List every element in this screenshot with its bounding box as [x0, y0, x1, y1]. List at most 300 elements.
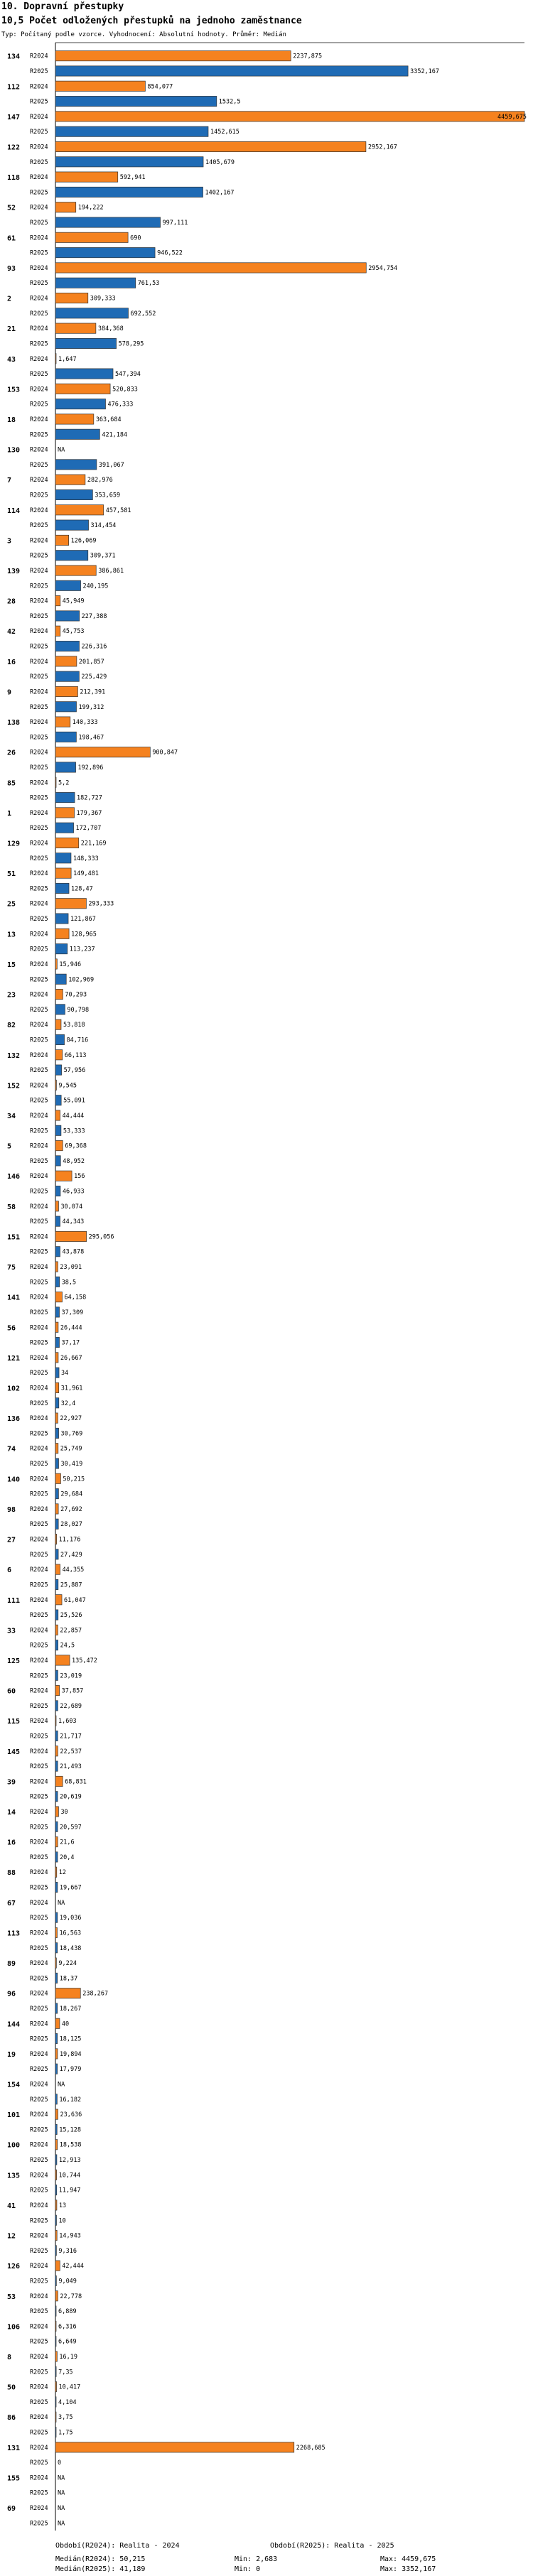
- category-label: 101: [7, 2111, 21, 2120]
- data-label-r2025: 17,979: [59, 2066, 82, 2074]
- category-label: 69: [7, 2505, 16, 2513]
- series-label-r2025: R2025: [30, 158, 48, 166]
- series-label-r2024: R2024: [30, 1839, 48, 1846]
- bar-r2024: [55, 232, 128, 242]
- category-label: 67: [7, 1899, 16, 1907]
- bar-r2024: [55, 1292, 62, 1302]
- series-label-r2025: R2025: [30, 1279, 48, 1287]
- bar-r2024: [55, 1080, 56, 1090]
- data-label-r2024: NA: [58, 446, 65, 454]
- category-label: 33: [7, 1627, 16, 1635]
- bar-r2024: [55, 1201, 58, 1211]
- bar-r2024: [55, 81, 145, 91]
- data-label-r2024: 9,224: [58, 1960, 77, 1968]
- series-label-r2025: R2025: [30, 2157, 48, 2165]
- category-label: 146: [7, 1173, 21, 1181]
- data-label-r2024: 30,074: [60, 1203, 83, 1211]
- bar-r2025: [55, 914, 68, 924]
- series-label-r2025: R2025: [30, 1702, 48, 1710]
- series-label-r2025: R2025: [30, 1370, 48, 1378]
- bar-r2024: [55, 384, 110, 394]
- category-label: 111: [7, 1596, 21, 1605]
- data-label-r2025: 27,429: [60, 1551, 82, 1559]
- category-label: 53: [7, 2293, 16, 2301]
- bar-r2024: [55, 2049, 58, 2059]
- series-label-r2025: R2025: [30, 280, 48, 288]
- series-label-r2025: R2025: [30, 2187, 48, 2195]
- category-label: 130: [7, 446, 21, 455]
- series-label-r2025: R2025: [30, 492, 48, 499]
- data-label-r2025: 6,889: [58, 2308, 77, 2316]
- data-label-r2025: 227,388: [81, 612, 107, 620]
- data-label-r2025: 1,75: [58, 2429, 73, 2437]
- bar-r2024: [55, 1595, 62, 1605]
- series-label-r2025: R2025: [30, 371, 48, 379]
- bar-r2025: [55, 1428, 59, 1438]
- series-label-r2024: R2024: [30, 204, 48, 212]
- bar-r2024: [55, 1473, 60, 1483]
- data-label-r2025: 421,184: [102, 431, 128, 439]
- category-label: 26: [7, 749, 16, 757]
- bar-r2024: [55, 1685, 60, 1695]
- data-label-r2024: 21,6: [60, 1839, 75, 1846]
- data-label-r2024: 4459,675: [497, 113, 527, 121]
- series-label-r2024: R2024: [30, 2293, 48, 2300]
- category-label: 145: [7, 1748, 21, 1756]
- data-label-r2025: 1532,5: [218, 98, 241, 106]
- data-label-r2024: 23,091: [60, 1264, 82, 1272]
- data-label-r2024: 42,444: [62, 2263, 85, 2271]
- series-label-r2024: R2024: [30, 779, 48, 787]
- series-label-r2024: R2024: [30, 1505, 48, 1513]
- category-label: 19: [7, 2050, 16, 2059]
- series-label-r2025: R2025: [30, 1339, 48, 1347]
- bar-r2024: [55, 626, 60, 636]
- data-label-r2025: 128,47: [71, 885, 93, 893]
- series-label-r2024: R2024: [30, 719, 48, 727]
- series-label-r2024: R2024: [30, 2202, 48, 2209]
- data-label-r2024: 27,692: [60, 1505, 82, 1513]
- bar-r2025: [55, 2337, 56, 2347]
- data-label-r2025: 172,707: [75, 825, 102, 833]
- bar-r2024: [55, 2412, 56, 2422]
- bar-r2025: [55, 1792, 58, 1802]
- series-label-r2025: R2025: [30, 249, 48, 257]
- category-label: 28: [7, 597, 16, 606]
- data-label-r2025: 9,049: [58, 2278, 77, 2285]
- data-label-r2024: 16,563: [59, 1930, 82, 1937]
- category-label: 39: [7, 1778, 16, 1787]
- category-label: 134: [7, 53, 21, 61]
- series-label-r2025: R2025: [30, 2066, 48, 2074]
- bar-r2025: [55, 2427, 56, 2437]
- series-label-r2024: R2024: [30, 2050, 48, 2058]
- bar-r2024: [55, 1625, 58, 1635]
- series-label-r2025: R2025: [30, 2217, 48, 2225]
- bar-r2025: [55, 1943, 58, 1953]
- bar-r2025: [55, 126, 208, 136]
- series-label-r2025: R2025: [30, 2247, 48, 2255]
- category-label: 51: [7, 870, 16, 879]
- series-label-r2025: R2025: [30, 2459, 48, 2467]
- bar-r2025: [55, 1610, 58, 1620]
- category-label: 155: [7, 2474, 21, 2483]
- bar-r2024: [55, 2170, 57, 2180]
- bar-r2024: [55, 1110, 60, 1120]
- series-label-r2024: R2024: [30, 2141, 48, 2149]
- bar-r2024: [55, 2381, 57, 2391]
- series-label-r2024: R2024: [30, 2111, 48, 2119]
- series-label-r2024: R2024: [30, 477, 48, 485]
- series-label-r2024: R2024: [30, 1022, 48, 1029]
- data-label-r2024: 18,538: [59, 2141, 82, 2149]
- data-label-r2025: 20,597: [60, 1824, 82, 1831]
- data-label-r2024: 23,636: [60, 2111, 82, 2119]
- series-label-r2024: R2024: [30, 809, 48, 817]
- data-label-r2025: 1452,615: [210, 129, 239, 136]
- data-label-r2025: 240,195: [82, 583, 109, 590]
- data-label-r2025: 25,526: [60, 1612, 82, 1620]
- data-label-r2025: 20,619: [60, 1793, 82, 1801]
- legend-min-2025: Min: 0: [235, 2565, 261, 2573]
- data-label-r2025: 547,394: [115, 371, 141, 379]
- series-label-r2024: R2024: [30, 1203, 48, 1211]
- bar-r2025: [55, 2003, 58, 2013]
- series-label-r2024: R2024: [30, 2232, 48, 2240]
- bar-r2025: [55, 1095, 61, 1105]
- category-label: 131: [7, 2444, 21, 2452]
- bar-r2025: [55, 2246, 56, 2256]
- data-label-r2024: 386,861: [98, 568, 124, 575]
- bar-r2024: [55, 2352, 57, 2361]
- series-label-r2025: R2025: [30, 1006, 48, 1014]
- bar-r2025: [55, 520, 89, 530]
- data-label-r2024: NA: [58, 2081, 65, 2089]
- series-label-r2025: R2025: [30, 1884, 48, 1892]
- data-label-r2024: 45,753: [62, 628, 85, 636]
- series-label-r2024: R2024: [30, 53, 48, 60]
- bar-r2025: [55, 338, 117, 348]
- series-label-r2024: R2024: [30, 113, 48, 121]
- category-label: 6: [7, 1566, 12, 1575]
- data-label-r2025: 1405,679: [205, 158, 235, 166]
- category-label: 52: [7, 204, 16, 212]
- bar-r2024: [55, 1050, 63, 1060]
- series-label-r2024: R2024: [30, 416, 48, 423]
- series-label-r2025: R2025: [30, 583, 48, 590]
- bar-r2024: [55, 2442, 294, 2452]
- data-label-r2025: 192,896: [77, 764, 104, 772]
- series-label-r2024: R2024: [30, 2414, 48, 2422]
- bar-r2025: [55, 2155, 57, 2165]
- data-label-r2025: 53,333: [63, 1127, 85, 1135]
- series-label-r2024: R2024: [30, 537, 48, 545]
- data-label-r2025: 353,659: [95, 492, 121, 499]
- category-label: 153: [7, 386, 21, 394]
- series-label-r2024: R2024: [30, 1596, 48, 1604]
- bar-r2024: [55, 505, 104, 515]
- data-label-r2024: 12: [58, 1869, 67, 1877]
- data-label-r2024: 22,927: [60, 1415, 82, 1423]
- series-label-r2024: R2024: [30, 2172, 48, 2180]
- bar-r2025: [55, 762, 76, 772]
- data-label-r2024: 363,684: [95, 416, 122, 423]
- data-label-r2024: 14,943: [59, 2232, 81, 2240]
- bar-r2025: [55, 308, 128, 318]
- bar-r2025: [55, 1579, 58, 1589]
- data-label-r2024: 44,444: [62, 1112, 85, 1120]
- data-label-r2025: 90,798: [67, 1006, 90, 1014]
- data-label-r2025: 148,333: [72, 855, 99, 862]
- series-label-r2025: R2025: [30, 2278, 48, 2285]
- bar-r2024: [55, 1019, 61, 1029]
- bar-r2025: [55, 1307, 60, 1317]
- series-label-r2024: R2024: [30, 568, 48, 575]
- bar-r2024: [55, 2291, 58, 2301]
- legend-min-2024: Min: 2,683: [235, 2555, 278, 2563]
- category-label: 144: [7, 2020, 21, 2029]
- bar-r2025: [55, 1640, 58, 1650]
- series-label-r2025: R2025: [30, 794, 48, 802]
- series-label-r2024: R2024: [30, 1869, 48, 1877]
- series-label-r2025: R2025: [30, 552, 48, 560]
- series-label-r2025: R2025: [30, 2126, 48, 2134]
- bar-r2024: [55, 1504, 58, 1514]
- bar-r2025: [55, 1368, 59, 1378]
- data-label-r2025: 314,454: [90, 522, 117, 530]
- series-label-r2024: R2024: [30, 960, 48, 968]
- series-label-r2025: R2025: [30, 1915, 48, 1922]
- bar-r2024: [55, 1322, 58, 1332]
- series-label-r2025: R2025: [30, 1642, 48, 1650]
- series-label-r2024: R2024: [30, 2323, 48, 2331]
- series-label-r2025: R2025: [30, 1248, 48, 1256]
- data-label-r2025: 18,37: [59, 1975, 78, 1983]
- data-label-r2024: 40: [61, 2020, 70, 2028]
- data-label-r2025: 38,5: [61, 1279, 77, 1287]
- data-label-r2024: 309,333: [90, 295, 116, 303]
- category-label: 12: [7, 2232, 16, 2241]
- series-label-r2024: R2024: [30, 1294, 48, 1301]
- series-label-r2024: R2024: [30, 355, 48, 363]
- bar-r2025: [55, 66, 408, 76]
- bar-r2024: [55, 2200, 57, 2210]
- bar-r2025: [55, 1277, 60, 1287]
- series-label-r2024: R2024: [30, 1173, 48, 1181]
- series-label-r2024: R2024: [30, 1324, 48, 1332]
- bar-r2024: [55, 1564, 60, 1574]
- series-label-r2024: R2024: [30, 840, 48, 848]
- category-label: 5: [7, 1142, 12, 1151]
- data-label-r2024: 128,965: [71, 931, 97, 938]
- bar-r2025: [55, 1398, 59, 1408]
- category-label: 112: [7, 83, 21, 92]
- series-label-r2024: R2024: [30, 1536, 48, 1544]
- bar-r2024: [55, 868, 71, 878]
- data-label-r2024: 520,833: [112, 386, 138, 394]
- series-label-r2024: R2024: [30, 234, 48, 242]
- data-label-r2025: 6,649: [58, 2338, 77, 2346]
- category-label: 9: [7, 688, 12, 697]
- data-label-r2025: 10: [58, 2217, 66, 2225]
- series-label-r2025: R2025: [30, 1824, 48, 1831]
- series-label-r2025: R2025: [30, 1521, 48, 1529]
- series-label-r2024: R2024: [30, 1354, 48, 1362]
- bar-r2025: [55, 399, 105, 409]
- data-label-r2024: 70,293: [65, 991, 87, 999]
- series-label-r2025: R2025: [30, 1551, 48, 1559]
- data-label-r2025: 19,036: [59, 1915, 82, 1922]
- bar-r2024: [55, 535, 69, 545]
- bar-r2024: [55, 1262, 58, 1272]
- data-label-r2025: 55,091: [63, 1097, 85, 1105]
- data-label-r2024: 10,744: [58, 2172, 81, 2180]
- data-label-r2025: 30,769: [60, 1430, 83, 1438]
- data-label-r2024: 10,417: [58, 2383, 81, 2391]
- data-label-r2024: 854,077: [147, 83, 173, 91]
- category-label: 102: [7, 1385, 21, 1393]
- data-label-r2024: 19,894: [59, 2050, 82, 2058]
- data-label-r2024: 282,976: [87, 477, 113, 485]
- data-label-r2024: 13: [58, 2202, 67, 2209]
- series-label-r2024: R2024: [30, 597, 48, 605]
- category-label: 100: [7, 2141, 21, 2150]
- bar-r2024: [55, 202, 76, 212]
- series-label-r2025: R2025: [30, 976, 48, 984]
- bar-r2024: [55, 1807, 58, 1817]
- bar-r2025: [55, 2366, 56, 2376]
- data-label-r2024: 179,367: [76, 809, 102, 817]
- series-label-r2024: R2024: [30, 2081, 48, 2089]
- series-label-r2024: R2024: [30, 144, 48, 151]
- series-label-r2024: R2024: [30, 507, 48, 514]
- series-label-r2024: R2024: [30, 1748, 48, 1755]
- bar-r2024: [55, 172, 118, 182]
- category-label: 113: [7, 1930, 21, 1938]
- bar-r2024: [55, 1171, 72, 1181]
- category-label: 25: [7, 900, 16, 909]
- category-label: 16: [7, 1839, 16, 1847]
- category-label: 140: [7, 1476, 21, 1484]
- category-label: 118: [7, 174, 21, 183]
- bar-r2025: [55, 974, 66, 984]
- series-label-r2024: R2024: [30, 688, 48, 696]
- data-label-r2024: 53,818: [63, 1022, 85, 1029]
- data-label-r2024: 68,831: [65, 1778, 87, 1786]
- bar-r2025: [55, 580, 81, 590]
- data-label-r2024: 22,537: [60, 1748, 82, 1755]
- data-label-r2024: NA: [58, 2505, 65, 2513]
- data-label-r2024: 30: [60, 1809, 68, 1817]
- series-label-r2024: R2024: [30, 1264, 48, 1272]
- bar-r2024: [55, 1958, 56, 1968]
- series-label-r2025: R2025: [30, 401, 48, 408]
- series-label-r2025: R2025: [30, 340, 48, 348]
- legend-median-2024: Medián(R2024): 50,215: [55, 2555, 146, 2563]
- bar-r2024: [55, 717, 70, 727]
- series-label-r2025: R2025: [30, 2398, 48, 2406]
- series-label-r2025: R2025: [30, 2489, 48, 2497]
- category-label: 129: [7, 840, 21, 848]
- data-label-r2024: 238,267: [82, 1990, 109, 1998]
- category-label: 88: [7, 1869, 16, 1878]
- data-label-r2024: 16,19: [59, 2353, 77, 2361]
- data-label-r2025: 23,019: [60, 1672, 82, 1680]
- data-label-r2025: 48,952: [63, 1157, 85, 1165]
- series-label-r2024: R2024: [30, 386, 48, 394]
- category-label: 61: [7, 234, 16, 243]
- series-label-r2025: R2025: [30, 1763, 48, 1771]
- series-label-r2025: R2025: [30, 1490, 48, 1498]
- category-label: 1: [7, 809, 12, 818]
- series-label-r2024: R2024: [30, 1385, 48, 1392]
- data-label-r2024: 6,316: [58, 2323, 77, 2331]
- bar-r2025: [55, 671, 79, 681]
- category-label: 136: [7, 1415, 21, 1424]
- series-label-r2025: R2025: [30, 885, 48, 893]
- series-label-r2024: R2024: [30, 1930, 48, 1937]
- bar-r2025: [55, 1156, 60, 1166]
- data-label-r2025: 37,17: [61, 1339, 80, 1347]
- series-label-r2025: R2025: [30, 1218, 48, 1226]
- bar-r2025: [55, 1459, 59, 1468]
- series-label-r2024: R2024: [30, 1778, 48, 1786]
- bar-r2024: [55, 263, 366, 273]
- data-label-r2025: 11,947: [58, 2187, 81, 2195]
- bar-r2025: [55, 1852, 58, 1862]
- series-label-r2024: R2024: [30, 1809, 48, 1817]
- bar-r2024: [55, 838, 79, 848]
- bar-r2024: [55, 141, 366, 151]
- series-label-r2025: R2025: [30, 522, 48, 530]
- bar-r2025: [55, 853, 71, 863]
- category-label: 138: [7, 719, 21, 727]
- data-label-r2025: 20,4: [60, 1853, 75, 1861]
- data-label-r2024: 50,215: [63, 1476, 85, 1483]
- category-label: 13: [7, 931, 16, 939]
- series-label-r2025: R2025: [30, 1097, 48, 1105]
- data-label-r2025: 199,312: [78, 703, 104, 711]
- data-label-r2024: NA: [58, 2474, 65, 2482]
- category-label: 115: [7, 1718, 21, 1726]
- data-label-r2024: 156: [74, 1173, 85, 1181]
- series-label-r2025: R2025: [30, 764, 48, 772]
- data-label-r2025: 9,316: [58, 2247, 77, 2255]
- category-label: 96: [7, 1990, 16, 1998]
- category-label: 75: [7, 1264, 16, 1272]
- series-label-r2025: R2025: [30, 1067, 48, 1075]
- chart-info: Typ: Počítaný podle vzorce. Vyhodnocení: Absolutní hodnoty. Průměr: Medián: [1, 31, 286, 38]
- series-label-r2025: R2025: [30, 2035, 48, 2043]
- data-label-r2025: 25,887: [60, 1581, 82, 1589]
- category-label: 82: [7, 1022, 16, 1030]
- chart-subtitle: 10,5 Počet odložených přestupků na jednoho zaměstnance: [1, 16, 302, 26]
- series-label-r2024: R2024: [30, 2020, 48, 2028]
- data-label-r2025: 19,667: [59, 1884, 82, 1892]
- data-label-r2025: NA: [58, 2489, 65, 2497]
- series-label-r2025: R2025: [30, 220, 48, 227]
- bar-r2024: [55, 1867, 57, 1877]
- series-label-r2024: R2024: [30, 2263, 48, 2271]
- bar-r2025: [55, 2064, 58, 2074]
- category-label: 132: [7, 1051, 21, 1060]
- data-label-r2024: 22,778: [60, 2293, 82, 2300]
- data-label-r2025: 15,128: [59, 2126, 81, 2134]
- series-label-r2024: R2024: [30, 1112, 48, 1120]
- series-label-r2024: R2024: [30, 991, 48, 999]
- category-label: 34: [7, 1112, 16, 1120]
- data-label-r2024: 1,647: [58, 355, 77, 363]
